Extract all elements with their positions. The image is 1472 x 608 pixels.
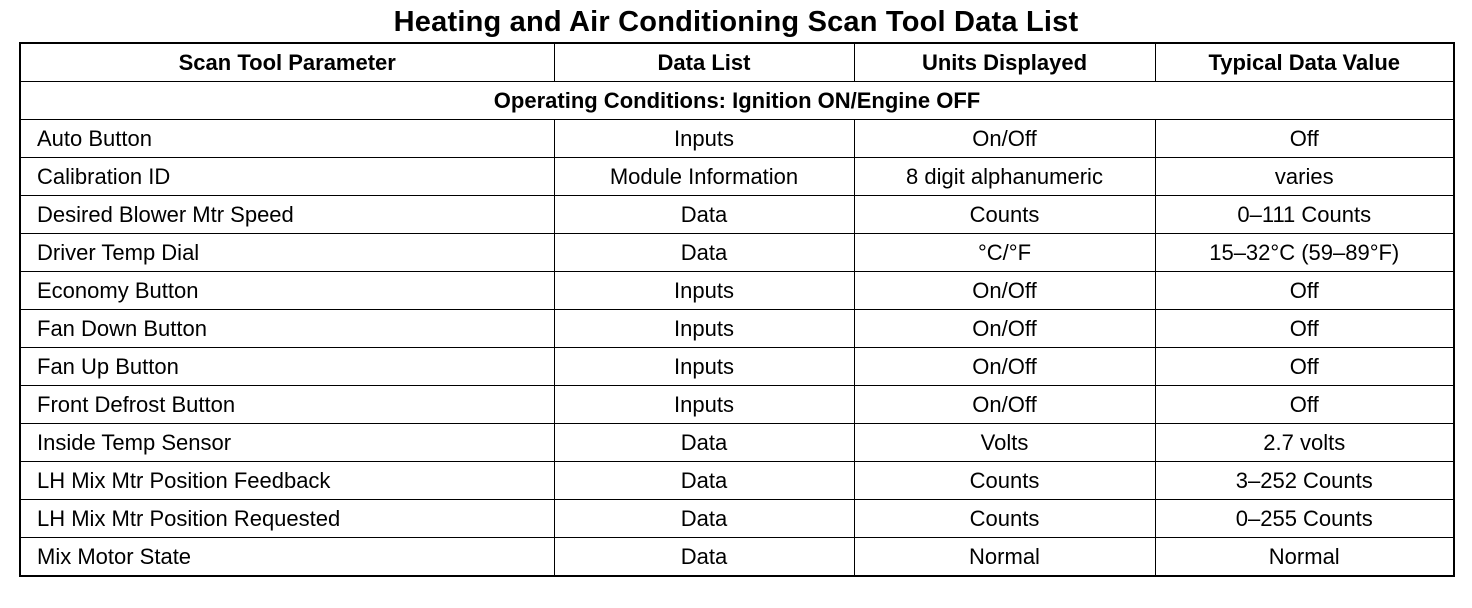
table-row [20,234,1454,272]
data-list-cell: Data [554,234,854,272]
section-heading: Operating Conditions: Ignition ON/Engine OFF [20,82,1454,120]
parameter-cell: LH Mix Mtr Position Feedback [20,462,554,500]
column-header-data-list: Data List [554,43,854,82]
column-header-units: Units Displayed [854,43,1155,82]
data-list-cell: Inputs [554,348,854,386]
units-cell: On/Off [854,120,1155,158]
parameter-cell: Fan Up Button [20,348,554,386]
parameter-cell: Fan Down Button [20,310,554,348]
units-cell: On/Off [854,386,1155,424]
data-list-cell: Inputs [554,120,854,158]
data-list-cell: Module Information [554,158,854,196]
typical-value-cell: Off [1155,272,1454,310]
units-cell: On/Off [854,348,1155,386]
parameter-cell: Auto Button [20,120,554,158]
table-row [20,424,1454,462]
parameter-cell: Economy Button [20,272,554,310]
table-row [20,196,1454,234]
data-list-cell: Data [554,462,854,500]
typical-value-cell: 2.7 volts [1155,424,1454,462]
typical-value-cell: Normal [1155,538,1454,577]
typical-value-cell: Off [1155,386,1454,424]
data-list-cell: Data [554,500,854,538]
table-row [20,120,1454,158]
units-cell: Counts [854,500,1155,538]
table-row [20,272,1454,310]
parameter-cell: Calibration ID [20,158,554,196]
data-list-cell: Inputs [554,310,854,348]
data-list-cell: Inputs [554,386,854,424]
typical-value-cell: Off [1155,120,1454,158]
parameter-cell: LH Mix Mtr Position Requested [20,500,554,538]
table-header-row [20,43,1454,82]
table-row [20,158,1454,196]
units-cell: On/Off [854,272,1155,310]
data-list-cell: Inputs [554,272,854,310]
table-row [20,348,1454,386]
units-cell: Volts [854,424,1155,462]
parameter-cell: Inside Temp Sensor [20,424,554,462]
table-row [20,500,1454,538]
units-cell: On/Off [854,310,1155,348]
parameter-cell: Desired Blower Mtr Speed [20,196,554,234]
table-row [20,462,1454,500]
column-header-parameter: Scan Tool Parameter [20,43,554,82]
units-cell: Counts [854,462,1155,500]
column-header-typical-value: Typical Data Value [1155,43,1454,82]
table-row [20,310,1454,348]
units-cell: 8 digit alphanumeric [854,158,1155,196]
page-title: Heating and Air Conditioning Scan Tool Data List [393,6,1079,38]
typical-value-cell: varies [1155,158,1454,196]
typical-value-cell: 0–255 Counts [1155,500,1454,538]
typical-value-cell: Off [1155,348,1454,386]
data-list-cell: Data [554,196,854,234]
units-cell: Normal [854,538,1155,577]
parameter-cell: Front Defrost Button [20,386,554,424]
units-cell: Counts [854,196,1155,234]
units-cell: °C/°F [854,234,1155,272]
table-row [20,386,1454,424]
scan-tool-data-table [19,42,1455,577]
typical-value-cell: 3–252 Counts [1155,462,1454,500]
typical-value-cell: Off [1155,310,1454,348]
parameter-cell: Driver Temp Dial [20,234,554,272]
typical-value-cell: 15–32°C (59–89°F) [1155,234,1454,272]
section-row [20,82,1454,120]
data-list-cell: Data [554,424,854,462]
table-row [20,538,1454,577]
data-list-cell: Data [554,538,854,577]
typical-value-cell: 0–111 Counts [1155,196,1454,234]
parameter-cell: Mix Motor State [20,538,554,577]
